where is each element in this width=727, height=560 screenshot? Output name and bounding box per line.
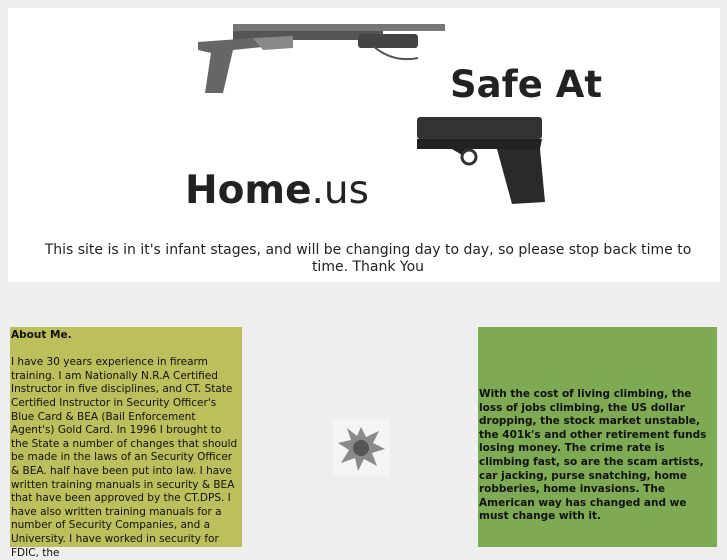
site-title-tld: .us — [311, 168, 369, 213]
site-title-home: Home — [185, 168, 312, 213]
shotgun-image — [193, 18, 448, 98]
bullet-hole-image — [333, 419, 390, 476]
notice-text: This site is in it's infant stages, and will be changing day to day, so please stop back time to time. Thank You — [44, 242, 692, 275]
about-heading: About Me. — [11, 329, 72, 341]
right-panel-body: With the cost of living climbing, the loss of jobs climbing, the US dollar dropping, the stock market unstable, the 401k's and other retirement funds losing money. The crime rate is climbing fast, so are the scam artists, car jacking, purse snatching, home robberies, home invasions. The American way has changed and we must change with it. — [479, 388, 707, 523]
pistol-image — [412, 107, 546, 207]
about-panel — [10, 327, 242, 559]
about-body: I have 30 years experience in firearm training. I am Nationally N.R.A Certified Instructor in five disciplines, and CT. State Certified Instructor in Security Officer's Blue Card & BEA (Bail Enforcement Agent's) Gold Card. In 1996 I brought to the State a number of changes that should be made in the laws of an Security Officer & BEA. half have been put into law. I have written training manuals in security & BEA that have been approved by the CT.DPS. I have also written training manuals for a number of Security Companies, and a University. I have worked in security for FDIC, the — [11, 356, 238, 559]
header-banner — [8, 8, 720, 282]
right-panel — [478, 327, 717, 547]
site-title-line1: Safe At — [450, 63, 603, 106]
site-title-line2 — [185, 168, 369, 213]
